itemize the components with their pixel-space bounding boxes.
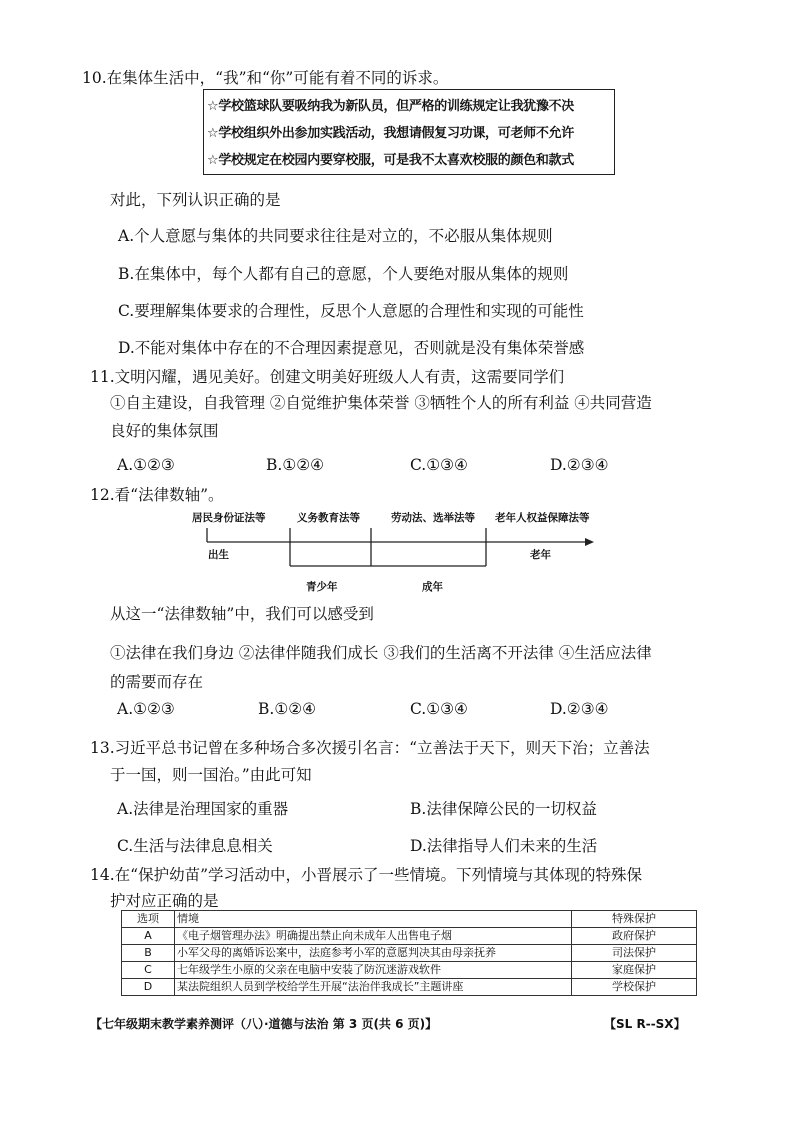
q10-prompt: 对此，下列认识正确的是 <box>110 191 281 209</box>
q12-option-c: C.①③④ <box>410 700 468 718</box>
table-row <box>122 962 697 979</box>
table-cell-option: D <box>122 979 175 996</box>
q10-scenario-line: ☆学校篮球队要吸纳我为新队员，但严格的训练规定让我犹豫不决 <box>207 99 574 114</box>
q12-stem: 12.看“法律数轴”。 <box>90 486 224 504</box>
q10-scenario-line: ☆学校组织外出参加实践活动，我想请假复习功课，可老师不允许 <box>207 126 574 141</box>
table-header-scenario: 情境 <box>175 911 572 928</box>
q11-option-a: A.①②③ <box>117 456 175 474</box>
q10-scenario-line: ☆学校规定在校园内要穿校服，可是我不太喜欢校服的颜色和款式 <box>207 153 574 168</box>
q12-prompt: 从这一“法律数轴”中，我们可以感受到 <box>110 605 374 623</box>
table-header-protection: 特殊保护 <box>572 911 697 928</box>
q12-option-a: A.①②③ <box>117 700 175 718</box>
table-row <box>122 928 697 945</box>
timeline-label-adulthood: 成年 <box>422 581 443 593</box>
q11-statements-line2: 良好的集体氛围 <box>110 422 219 440</box>
table-cell-option: C <box>122 962 175 979</box>
timeline-label-id-card-law: 居民身份证法等 <box>192 512 266 524</box>
timeline-arrowhead <box>585 538 594 546</box>
q14-stem-line2: 护对应正确的是 <box>110 892 219 910</box>
q14-stem-line1: 14.在“保护幼苗”学习活动中，小晋展示了一些情境。下列情境与其体现的特殊保 <box>90 866 643 884</box>
table-header-option: 选项 <box>122 911 175 928</box>
timeline-label-birth: 出生 <box>208 549 229 561</box>
q11-option-b: B.①②④ <box>266 456 325 474</box>
page-footer-info: 【七年级期末教学素养测评（八）·道德与法治 第 3 页(共 6 页)】 <box>90 1017 438 1031</box>
table-cell-scenario: 某法院组织人员到学校给学生开展“法治伴我成长”主题讲座 <box>175 979 572 996</box>
q12-statements-line1: ①法律在我们身边 ②法律伴随我们成长 ③我们的生活离不开法律 ④生活应法律 <box>110 644 652 662</box>
timeline-label-labor-election-law: 劳动法、选举法等 <box>391 512 475 524</box>
q13-option-a: A.法律是治理国家的重器 <box>117 800 289 818</box>
table-cell-scenario: 七年级学生小原的父亲在电脑中安装了防沉迷游戏软件 <box>175 962 572 979</box>
q10-option-d: D.不能对集体中存在的不合理因素提意见，否则就是没有集体荣誉感 <box>118 339 585 357</box>
q13-option-c: C.生活与法律息息相关 <box>117 837 273 855</box>
law-timeline-diagram <box>190 505 600 600</box>
q13-option-d: D.法律指导人们未来的生活 <box>410 837 598 855</box>
q10-option-b: B.在集体中，每个人都有自己的意愿，个人要绝对服从集体的规则 <box>118 265 569 283</box>
page-footer-code: 【SL R--SX】 <box>604 1017 686 1031</box>
timeline-label-elderly-rights-law: 老年人权益保障法等 <box>495 512 590 524</box>
table-cell-option: B <box>122 945 175 962</box>
timeline-label-youth: 青少年 <box>306 581 338 593</box>
table-cell-protection: 政府保护 <box>572 928 697 945</box>
q10-scenario-box <box>203 89 615 175</box>
table-row <box>122 979 697 996</box>
q10-option-c: C.要理解集体要求的合理性，反思个人意愿的合理性和实现的可能性 <box>118 302 584 320</box>
q10-option-a: A.个人意愿与集体的共同要求往往是对立的，不必服从集体规则 <box>118 227 553 245</box>
q13-stem-line2: 于一国，则一国治。”由此可知 <box>110 766 312 784</box>
q14-scenario-table <box>121 910 697 996</box>
q10-stem: 10.在集体生活中，“我”和“你”可能有着不同的诉求。 <box>82 69 449 87</box>
q12-option-b: B.①②④ <box>258 700 317 718</box>
table-cell-scenario: 小军父母的离婚诉讼案中，法庭参考小军的意愿判决其由母亲抚养 <box>175 945 572 962</box>
timeline-label-compulsory-education-law: 义务教育法等 <box>297 512 360 524</box>
table-row <box>122 945 697 962</box>
table-header-row <box>122 911 697 928</box>
q11-option-d: D.②③④ <box>550 456 609 474</box>
q11-statements-line1: ①自主建设，自我管理 ②自觉维护集体荣誉 ③牺牲个人的所有利益 ④共同营造 <box>110 394 652 412</box>
q12-statements-line2: 的需要而存在 <box>110 673 204 691</box>
timeline-label-old-age: 老年 <box>530 549 551 561</box>
q11-option-c: C.①③④ <box>410 456 468 474</box>
table-cell-option: A <box>122 928 175 945</box>
table-cell-protection: 学校保护 <box>572 979 697 996</box>
table-cell-protection: 家庭保护 <box>572 962 697 979</box>
table-cell-protection: 司法保护 <box>572 945 697 962</box>
q13-stem-line1: 13.习近平总书记曾在多种场合多次援引名言：“立善法于天下，则天下治；立善法 <box>90 739 650 757</box>
q12-option-d: D.②③④ <box>550 700 609 718</box>
q13-option-b: B.法律保障公民的一切权益 <box>410 800 597 818</box>
table-cell-scenario: 《电子烟管理办法》明确提出禁止向未成年人出售电子烟 <box>175 928 572 945</box>
q11-stem: 11.文明闪耀，遇见美好。创建文明美好班级人人有责，这需要同学们 <box>90 368 565 386</box>
